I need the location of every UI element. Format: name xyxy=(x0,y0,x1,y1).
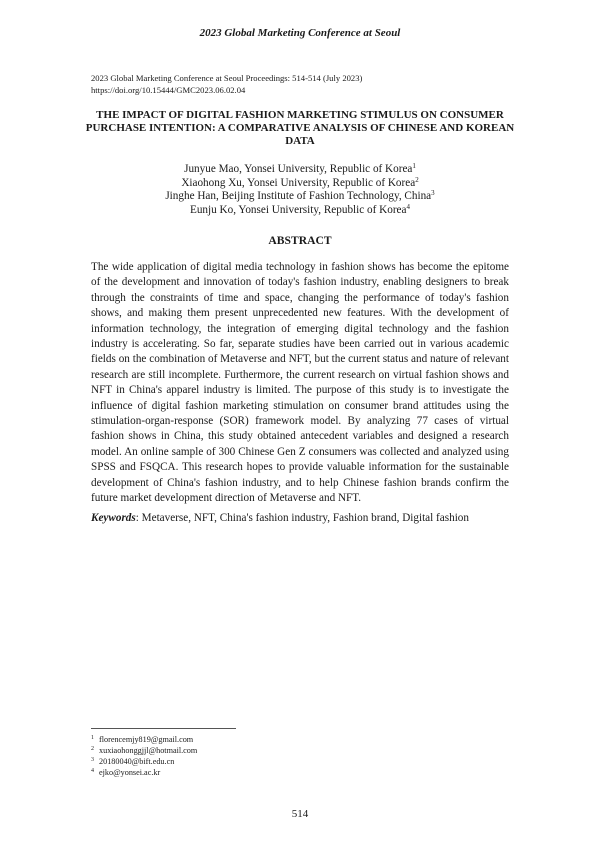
footnote xyxy=(91,745,197,756)
footnote-mark: 1 xyxy=(91,735,94,741)
proceedings-citation: 2023 Global Marketing Conference at Seoul Proceedings: 514-514 (July 2023) xyxy=(91,73,363,83)
footnote-email: 20180040@bift.edu.cn xyxy=(99,757,175,766)
footnote xyxy=(91,756,197,767)
proceedings-info xyxy=(91,73,362,96)
author-line xyxy=(0,204,600,218)
abstract-text: The wide application of digital media technology in fashion shows has become the epitome of the development and innovation of today's fashion industry, enabling designers to break through the constraints of time and space, changing the performance of today's fashion shows, and making them present unprecedented new features. With the development of information technology, the integration of emerging digital technology and the fashion industry is accelerating. So far, separate studies have been carried out in various academic fields on the combination of Metaverse and NFT, but the current status and nature of relevant research are still incomplete. Furthermore, the current research on virtual fashion shows and NFT in China's apparel industry is limited. The purpose of this study is to investigate the influence of digital fashion marketing stimulation on consumer brand attitudes using the stimulation-organ-response (SOR) framework model. By analyzing 77 cases of virtual fashion shows in China, this study obtained antecedent variables and designed a research model. An online sample of 300 Chinese Gen Z consumers was collected and analyzed using SPSS and FSQCA. This research hopes to provide valuable information for the sustainable development of China's fashion industry, and to help Chinese fashion brands confirm the future market development direction of Metaverse and NFT. xyxy=(91,261,509,505)
footnote xyxy=(91,734,197,745)
footnote xyxy=(91,767,197,778)
author-line xyxy=(0,177,600,191)
keywords-text: : Metaverse, NFT, China's fashion industry, Fashion brand, Digital fashion xyxy=(135,512,469,524)
abstract-heading: ABSTRACT xyxy=(268,234,332,247)
page-number: 514 xyxy=(291,808,309,820)
author-list xyxy=(0,163,600,217)
footnote-email: florencemjy819@gmail.com xyxy=(99,735,194,744)
paper-title: THE IMPACT OF DIGITAL FASHION MARKETING STIMULUS ON CONSUMER PURCHASE INTENTION: A COMPARATIVE ANALYSIS OF CHINESE AND KOREAN DATA xyxy=(85,109,515,147)
author-line xyxy=(0,190,600,204)
footnote-mark: 2 xyxy=(91,746,94,752)
keywords-line xyxy=(91,512,511,524)
proceedings-doi: https://doi.org/10.15444/GMC2023.06.02.04 xyxy=(91,84,246,95)
footnote-divider xyxy=(91,728,236,729)
footnote-email: ejko@yonsei.ac.kr xyxy=(99,768,161,777)
author-affiliation: Junyue Mao, Yonsei University, Republic of Korea xyxy=(184,163,413,175)
footnote-email: xuxiaohonggjjl@hotmail.com xyxy=(99,746,198,755)
author-affiliation: Eunju Ko, Yonsei University, Republic of Korea xyxy=(190,203,407,216)
running-head: 2023 Global Marketing Conference at Seoul xyxy=(199,27,401,39)
footnote-mark: 3 xyxy=(91,757,94,763)
author-footnote-mark: 2 xyxy=(415,175,419,184)
author-footnote-mark: 1 xyxy=(412,162,416,170)
author-footnote-mark: 4 xyxy=(406,202,410,211)
author-affiliation: Jinghe Han, Beijing Institute of Fashion Technology, China xyxy=(165,190,432,202)
author-affiliation: Xiaohong Xu, Yonsei University, Republic of Korea xyxy=(181,176,416,189)
keywords-label: Keywords xyxy=(91,512,136,524)
author-line xyxy=(0,163,600,177)
author-footnote-mark: 3 xyxy=(431,189,435,197)
footnote-mark: 4 xyxy=(91,768,94,774)
footnote-list xyxy=(91,734,197,778)
